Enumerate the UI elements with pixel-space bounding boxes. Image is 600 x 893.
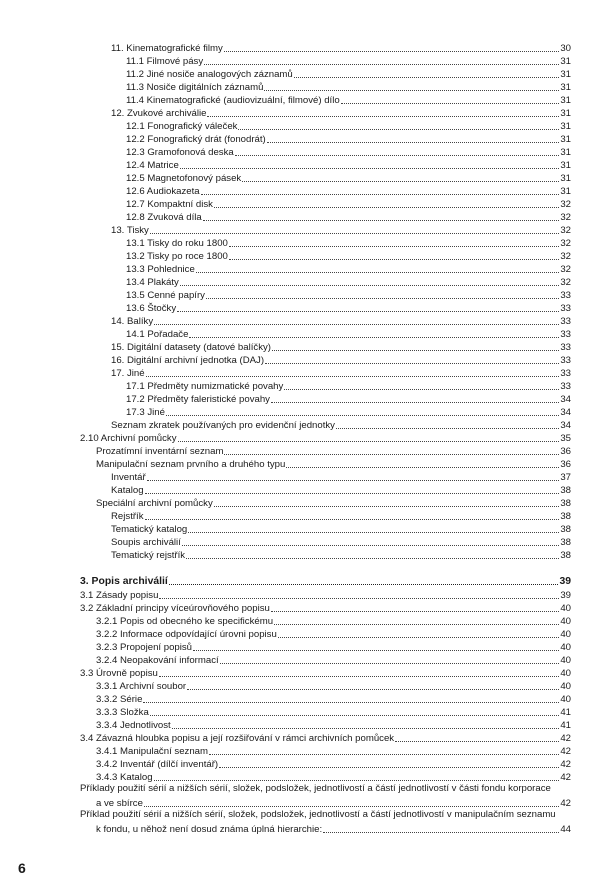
toc-entry-page: 34 — [560, 420, 571, 431]
toc-entry-title: k fondu, u něhož není dosud známa úplná hierarchie: — [96, 824, 323, 835]
toc-entry[interactable] — [126, 249, 571, 263]
toc-entry[interactable] — [126, 392, 571, 406]
toc-entry-title: 13.5 Cenné papíry — [126, 290, 205, 301]
toc-entry-page: 33 — [560, 368, 571, 379]
toc-entry-page: 33 — [560, 290, 571, 301]
toc-entry-page: 38 — [560, 511, 571, 522]
dot-leader — [219, 767, 559, 768]
toc-entry-title: 12.5 Magnetofonový pásek — [126, 173, 242, 184]
toc-entry-page: 40 — [560, 616, 571, 627]
toc-entry[interactable] — [111, 470, 571, 484]
toc-entry-title: 3.3.4 Jednotlivost — [96, 720, 171, 731]
dot-leader — [271, 611, 559, 612]
toc-entry[interactable] — [96, 653, 571, 667]
toc-entry-page: 31 — [560, 95, 571, 106]
dot-leader — [203, 220, 560, 221]
dot-leader — [166, 415, 559, 416]
dot-leader — [146, 376, 560, 377]
toc-entry-page: 42 — [560, 733, 571, 744]
toc-entry-page: 31 — [560, 82, 571, 93]
toc-entry-title: 3.3.3 Složka — [96, 707, 149, 718]
toc-entry[interactable] — [111, 509, 571, 523]
toc-entry[interactable] — [126, 327, 571, 341]
toc-entry[interactable] — [111, 106, 571, 120]
dot-leader — [169, 584, 559, 585]
toc-entry[interactable] — [126, 67, 571, 81]
toc-entry-title: 3.3 Úrovně popisu — [80, 668, 158, 679]
dot-leader — [159, 598, 559, 599]
toc-entry-title: 3.1 Zásady popisu — [80, 590, 159, 601]
dot-leader — [172, 728, 560, 729]
page-number: 6 — [18, 860, 26, 876]
toc-entry-title: Manipulační seznam prvního a druhého typu — [96, 459, 286, 470]
toc-entry-title: Tematický katalog — [111, 524, 188, 535]
toc-entry-title: 13.1 Tisky do roku 1800 — [126, 238, 228, 249]
toc-entry[interactable] — [126, 184, 571, 198]
dot-leader — [145, 519, 560, 520]
toc-entry-page: 35 — [560, 433, 571, 444]
dot-leader — [323, 832, 559, 833]
toc-entry-page: 31 — [560, 186, 571, 197]
dot-leader — [294, 77, 560, 78]
toc-entry-title: 11.2 Jiné nosiče analogových záznamů — [126, 69, 293, 80]
toc-entry-title: 13.3 Pohlednice — [126, 264, 195, 275]
toc-entry-page: 31 — [560, 147, 571, 158]
dot-leader — [242, 181, 559, 182]
toc-entry-title: Tematický rejstřík — [111, 550, 186, 561]
toc-entry[interactable] — [111, 41, 571, 55]
dot-leader — [178, 441, 560, 442]
dot-leader — [214, 506, 560, 507]
dot-leader — [271, 402, 559, 403]
toc-entry[interactable] — [80, 588, 571, 602]
dot-leader — [265, 363, 559, 364]
toc-entry-page: 38 — [560, 485, 571, 496]
toc-entry-title: 11.4 Kinematografické (audiovizuální, filmové) dílo — [126, 95, 340, 106]
toc-entry-page: 30 — [560, 43, 571, 54]
toc-entry-page: 31 — [560, 173, 571, 184]
toc-entry-page: 44 — [560, 824, 571, 835]
toc-entry[interactable] — [126, 262, 571, 276]
toc-entry[interactable] — [126, 301, 571, 315]
dot-leader — [209, 754, 559, 755]
toc-entry-title: 17. Jiné — [111, 368, 145, 379]
dot-leader — [154, 324, 559, 325]
dot-leader — [267, 142, 560, 143]
toc-entry[interactable] — [80, 431, 571, 445]
toc-entry[interactable] — [126, 54, 571, 68]
toc-entry-page: 31 — [560, 160, 571, 171]
toc-entry[interactable] — [96, 640, 571, 654]
toc-entry-page: 36 — [560, 459, 571, 470]
toc-entry-page: 40 — [560, 668, 571, 679]
toc-entry-title: 13.6 Štočky — [126, 303, 177, 314]
toc-entry-page: 32 — [560, 277, 571, 288]
toc-entry-page: 42 — [560, 772, 571, 783]
toc-entry-title: Inventář — [111, 472, 146, 483]
toc-entry[interactable] — [126, 171, 571, 185]
toc-entry-page: 32 — [560, 238, 571, 249]
toc-entry-title: 12.4 Matrice — [126, 160, 179, 171]
toc-entry-title: Rejstřík — [111, 511, 144, 522]
toc-entry-title: 3.4.1 Manipulační seznam — [96, 746, 208, 757]
dot-leader — [182, 545, 559, 546]
dot-leader — [220, 663, 560, 664]
toc-entry[interactable] — [80, 666, 571, 680]
toc-entry[interactable] — [96, 444, 571, 458]
toc-entry-title: 3.2.4 Neopakování informací — [96, 655, 219, 666]
toc-entry[interactable] — [96, 757, 571, 771]
toc-entry[interactable] — [126, 197, 571, 211]
toc-entry-title: Seznam zkratek používaných pro evidenční jednotky — [111, 420, 335, 431]
toc-entry-page: 32 — [560, 264, 571, 275]
dot-leader — [143, 702, 559, 703]
toc-entry[interactable] — [111, 483, 571, 497]
toc-entry-page: 37 — [560, 472, 571, 483]
dot-leader — [189, 337, 559, 338]
dot-leader — [201, 194, 560, 195]
dot-leader — [193, 650, 559, 651]
toc-entry-page: 31 — [560, 134, 571, 145]
dot-leader — [150, 715, 560, 716]
dot-leader — [341, 103, 560, 104]
toc-entry-title-line[interactable]: Příklad použití sérií a nižších sérií, složek, podsložek, jednotlivostí a částí jednotlivostí v manipulačním seznamu — [80, 809, 556, 820]
toc-entry-title: Katalog — [111, 485, 144, 496]
toc-entry-title: 12.2 Fonografický drát (fonodrát) — [126, 134, 266, 145]
toc-entry-page: 42 — [560, 746, 571, 757]
toc-entry[interactable] — [96, 457, 571, 471]
toc-entry[interactable] — [126, 236, 571, 250]
toc-entry[interactable] — [126, 145, 571, 159]
dot-leader — [284, 389, 559, 390]
toc-entry-page: 38 — [560, 498, 571, 509]
toc-entry-title: 3.4.2 Inventář (dílčí inventář) — [96, 759, 219, 770]
toc-entry-title: 14.1 Pořadače — [126, 329, 189, 340]
toc-entry-page: 31 — [560, 121, 571, 132]
toc-entry-page: 36 — [560, 446, 571, 457]
toc-entry[interactable] — [96, 496, 571, 510]
toc-entry-page: 42 — [560, 759, 571, 770]
dot-leader — [278, 637, 560, 638]
toc-entry-title: 11.1 Filmové pásy — [126, 56, 204, 67]
dot-leader — [207, 116, 559, 117]
toc-entry-title: 12.6 Audiokazeta — [126, 186, 200, 197]
toc-entry-title: Prozatímní inventární seznam — [96, 446, 224, 457]
toc-entry-page: 32 — [560, 225, 571, 236]
toc-entry-page: 34 — [560, 394, 571, 405]
toc-entry[interactable] — [111, 548, 571, 562]
dot-leader — [187, 689, 559, 690]
toc-entry-page: 32 — [560, 251, 571, 262]
dot-leader — [224, 454, 559, 455]
toc-entry[interactable] — [111, 340, 571, 354]
toc-entry[interactable] — [111, 535, 571, 549]
toc-entry-title: Speciální archivní pomůcky — [96, 498, 213, 509]
toc-entry-title: 3.2.1 Popis od obecného ke specifickému — [96, 616, 274, 627]
toc-entry[interactable] — [96, 718, 571, 732]
dot-leader — [188, 532, 559, 533]
toc-entry-title: 13.2 Tisky po roce 1800 — [126, 251, 228, 262]
toc-entry-page: 38 — [560, 550, 571, 561]
toc-entry[interactable] — [96, 744, 571, 758]
toc-entry-title: 3.3.2 Série — [96, 694, 143, 705]
dot-leader — [196, 272, 560, 273]
toc-entry[interactable] — [111, 522, 571, 536]
toc-entry-page: 32 — [560, 199, 571, 210]
toc-entry-title: 12.1 Fonografický váleček — [126, 121, 238, 132]
toc-chapter-entry[interactable] — [80, 574, 571, 588]
toc-entry[interactable] — [126, 132, 571, 146]
toc-entry[interactable] — [96, 614, 571, 628]
dot-leader — [206, 298, 559, 299]
toc-entry-page: 40 — [560, 655, 571, 666]
dot-leader — [154, 780, 560, 781]
toc-entry-page: 39 — [560, 590, 571, 601]
toc-entry-page: 33 — [560, 303, 571, 314]
toc-entry-title: 12.8 Zvuková díla — [126, 212, 202, 223]
toc-entry-title-line[interactable]: Příklady použití sérií a nižších sérií, složek, podsložek, jednotlivostí a částí jednotlivostí v části fondu korporace — [80, 783, 551, 794]
toc-entry-title: 16. Digitální archivní jednotka (DAJ) — [111, 355, 265, 366]
toc-entry-page: 42 — [560, 798, 571, 809]
toc-entry-title: 3.2 Základní principy víceúrovňového popisu — [80, 603, 270, 614]
dot-leader — [264, 90, 559, 91]
toc-entry[interactable] — [126, 405, 571, 419]
toc-entry-page: 40 — [560, 629, 571, 640]
toc-entry-page: 32 — [560, 212, 571, 223]
toc-entry-page: 40 — [560, 681, 571, 692]
toc-entry[interactable] — [80, 731, 571, 745]
toc-entry-page: 33 — [560, 342, 571, 353]
toc-entry[interactable] — [96, 770, 571, 784]
toc-entry-page: 41 — [560, 707, 571, 718]
dot-leader — [235, 155, 560, 156]
dot-leader — [286, 467, 559, 468]
toc-entry-title: 13. Tisky — [111, 225, 149, 236]
toc-entry[interactable] — [126, 379, 571, 393]
toc-entry-title: 3.2.3 Propojení popisů — [96, 642, 193, 653]
toc-entry[interactable] — [126, 80, 571, 94]
dot-leader — [180, 168, 560, 169]
toc-entry-title: 14. Balíky — [111, 316, 154, 327]
toc-entry-page: 41 — [560, 720, 571, 731]
toc-entry-title: 17.3 Jiné — [126, 407, 165, 418]
toc-entry-title: 17.2 Předměty faleristické povahy — [126, 394, 270, 405]
toc-entry[interactable] — [126, 158, 571, 172]
toc-entry[interactable] — [126, 288, 571, 302]
dot-leader — [159, 676, 559, 677]
toc-entry-title: 12. Zvukové archiválie — [111, 108, 207, 119]
toc-entry[interactable] — [111, 366, 571, 380]
dot-leader — [204, 64, 559, 65]
dot-leader — [150, 233, 559, 234]
toc-entry-page: 38 — [560, 537, 571, 548]
toc-entry[interactable] — [96, 692, 571, 706]
toc-entry-title: 3.4.3 Katalog — [96, 772, 153, 783]
dot-leader — [229, 259, 559, 260]
dot-leader — [274, 624, 559, 625]
toc-entry-page: 40 — [560, 642, 571, 653]
toc-entry[interactable] — [96, 627, 571, 641]
toc-entry-title: 17.1 Předměty numizmatické povahy — [126, 381, 284, 392]
toc-entry-title: 2.10 Archivní pomůcky — [80, 433, 177, 444]
toc-entry-title: 3. Popis archiválií — [80, 576, 168, 587]
toc-entry[interactable] — [126, 275, 571, 289]
dot-leader — [186, 558, 559, 559]
toc-entry-title: 3.4 Závazná hloubka popisu a její rozšiřování v rámci archivních pomůcek — [80, 733, 395, 744]
toc-entry-title: Soupis archiválií — [111, 537, 181, 548]
toc-entry[interactable] — [96, 679, 571, 693]
toc-entry-title: 3.2.2 Informace odpovídající úrovni popisu — [96, 629, 277, 640]
toc-entry[interactable] — [111, 223, 571, 237]
toc-entry[interactable] — [126, 93, 571, 107]
toc-entry-page: 31 — [560, 69, 571, 80]
dot-leader — [177, 311, 559, 312]
toc-entry-page: 33 — [560, 316, 571, 327]
toc-entry[interactable] — [111, 314, 571, 328]
toc-entry-title: 12.3 Gramofonová deska — [126, 147, 234, 158]
toc-entry[interactable] — [126, 210, 571, 224]
toc-entry-page: 31 — [560, 56, 571, 67]
toc-entry[interactable] — [111, 353, 571, 367]
toc-entry[interactable] — [111, 418, 571, 432]
toc-entry[interactable] — [80, 601, 571, 615]
toc-entry-page: 31 — [560, 108, 571, 119]
toc-entry-title: 3.3.1 Archivní soubor — [96, 681, 187, 692]
dot-leader — [145, 493, 560, 494]
toc-entry-title: a ve sbírce — [96, 798, 143, 809]
dot-leader — [180, 285, 560, 286]
toc-entry-title: 11.3 Nosiče digitálních záznamů — [126, 82, 264, 93]
toc-entry-page: 33 — [560, 329, 571, 340]
toc-entry-title: 12.7 Kompaktní disk — [126, 199, 213, 210]
toc-entry-page: 33 — [560, 381, 571, 392]
dot-leader — [224, 51, 560, 52]
dot-leader — [336, 428, 559, 429]
toc-entry-title: 11. Kinematografické filmy — [111, 43, 223, 54]
toc-entry-title: 15. Digitální datasety (datové balíčky) — [111, 342, 271, 353]
toc-entry-title: 13.4 Plakáty — [126, 277, 179, 288]
toc-entry[interactable] — [96, 705, 571, 719]
dot-leader — [229, 246, 559, 247]
dot-leader — [144, 806, 559, 807]
toc-entry[interactable] — [126, 119, 571, 133]
dot-leader — [147, 480, 560, 481]
toc-entry[interactable] — [96, 796, 571, 810]
dot-leader — [214, 207, 559, 208]
toc-entry-page: 40 — [560, 603, 571, 614]
dot-leader — [395, 741, 559, 742]
toc-entry-page: 33 — [560, 355, 571, 366]
toc-entry-page: 39 — [559, 576, 571, 587]
toc-entry[interactable] — [96, 822, 571, 836]
dot-leader — [238, 129, 559, 130]
toc-entry-page: 38 — [560, 524, 571, 535]
dot-leader — [272, 350, 559, 351]
toc-entry-page: 40 — [560, 694, 571, 705]
toc-entry-page: 34 — [560, 407, 571, 418]
